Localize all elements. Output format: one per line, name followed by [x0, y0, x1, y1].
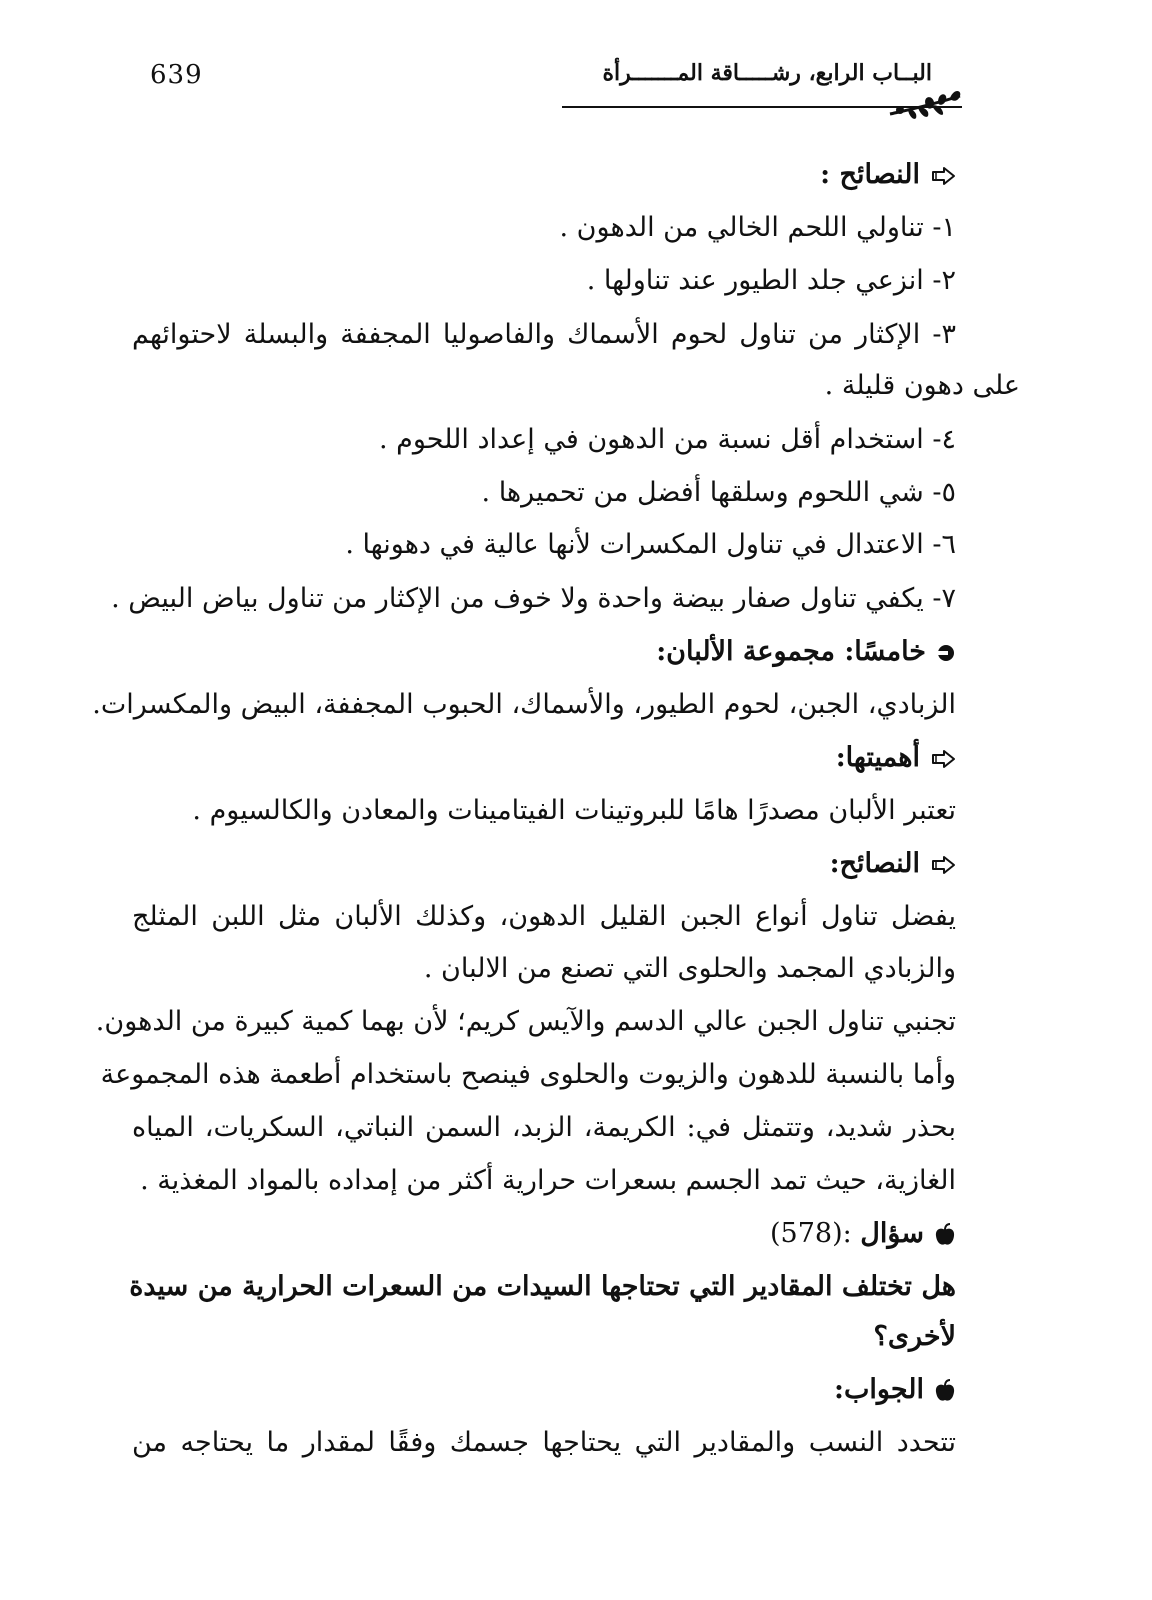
importance-heading-text: أهميتها: [835, 742, 920, 773]
advice-heading-2 [830, 839, 956, 889]
list-item: ٦- الاعتدال في تناول المكسرات لأنها عالية في دهونها . [345, 529, 956, 560]
list-item: ٣- الإكثار من تناول لحوم الأسماك والفاصوليا المجففة والبسلة لاحتوائهم [132, 319, 956, 350]
hand-pointer-icon [930, 748, 956, 770]
list-item: ٢- انزعي جلد الطيور عند تناولها . [586, 265, 956, 296]
advice-heading-text: النصائح: [829, 848, 920, 879]
advice-heading-text: النصائح : [820, 159, 920, 190]
answer-label: الجواب: [834, 1374, 924, 1405]
running-head: البــاب الرابع، رشـــــاقة المـــــــرأة [602, 60, 932, 86]
list-item: ٤- استخدام أقل نسبة من الدهون في إعداد اللحوم . [378, 424, 956, 455]
paragraph-line: تجنبي تناول الجبن عالي الدسم والآيس كريم؛ لأن بهما كمية كبيرة من الدهون. [95, 1006, 956, 1037]
importance-heading [836, 733, 956, 783]
list-item: ٧- يكفي تناول صفار بيضة واحدة ولا خوف من الإكثار من تناول بياض البيض . [111, 583, 956, 614]
paragraph-line: تتحدد النسب والمقادير التي يحتاجها جسمك وفقًا لمقدار ما يحتاجه من [132, 1427, 956, 1458]
question-text: لأخرى؟ [873, 1321, 956, 1352]
paragraph-line: الزبادي، الجبن، لحوم الطيور، والأسماك، الحبوب المجففة، البيض والمكسرات. [92, 689, 956, 720]
list-item-continuation: على دهون قليلة . [824, 370, 1020, 401]
hand-pointer-icon [930, 854, 956, 876]
question-number: (578): [770, 1218, 852, 1249]
apple-icon [934, 1223, 956, 1247]
leaf-ornament-icon [888, 88, 962, 124]
paragraph-line: بحذر شديد، وتتمثل في: الكريمة، الزبد، السمن النباتي، السكريات، المياه [132, 1112, 956, 1143]
paragraph-line: الغازية، حيث تمد الجسم بسعرات حرارية أكثر من إمداده بالمواد المغذية . [140, 1165, 956, 1196]
question-text: هل تختلف المقادير التي تحتاجها السيدات من السعرات الحرارية من سيدة [129, 1271, 956, 1302]
question-label: سؤال [860, 1218, 924, 1249]
apple-icon [934, 1379, 956, 1403]
half-circle-bullet-icon [936, 643, 956, 663]
paragraph-line: يفضل تناول أنواع الجبن القليل الدهون، وكذلك الألبان مثل اللبن المثلج [132, 901, 956, 932]
paragraph-line: والزبادي المجمد والحلوى التي تصنع من الالبان . [423, 953, 956, 984]
question-heading [770, 1209, 956, 1259]
hand-pointer-icon [930, 165, 956, 187]
section-heading-text: خامسًا: مجموعة الألبان: [656, 636, 926, 667]
answer-heading [834, 1365, 956, 1415]
paragraph-line: وأما بالنسبة للدهون والزيوت والحلوى فينصح باستخدام أطعمة هذه المجموعة [100, 1059, 956, 1090]
list-item: ٥- شي اللحوم وسلقها أفضل من تحميرها . [481, 477, 956, 508]
section-heading [656, 627, 956, 677]
advice-heading-1 [820, 150, 956, 200]
page-number: 639 [150, 60, 203, 90]
list-item: ١- تناولي اللحم الخالي من الدهون . [559, 212, 956, 243]
paragraph-line: تعتبر الألبان مصدرًا هامًا للبروتينات الفيتامينات والمعادن والكالسيوم . [192, 795, 956, 826]
